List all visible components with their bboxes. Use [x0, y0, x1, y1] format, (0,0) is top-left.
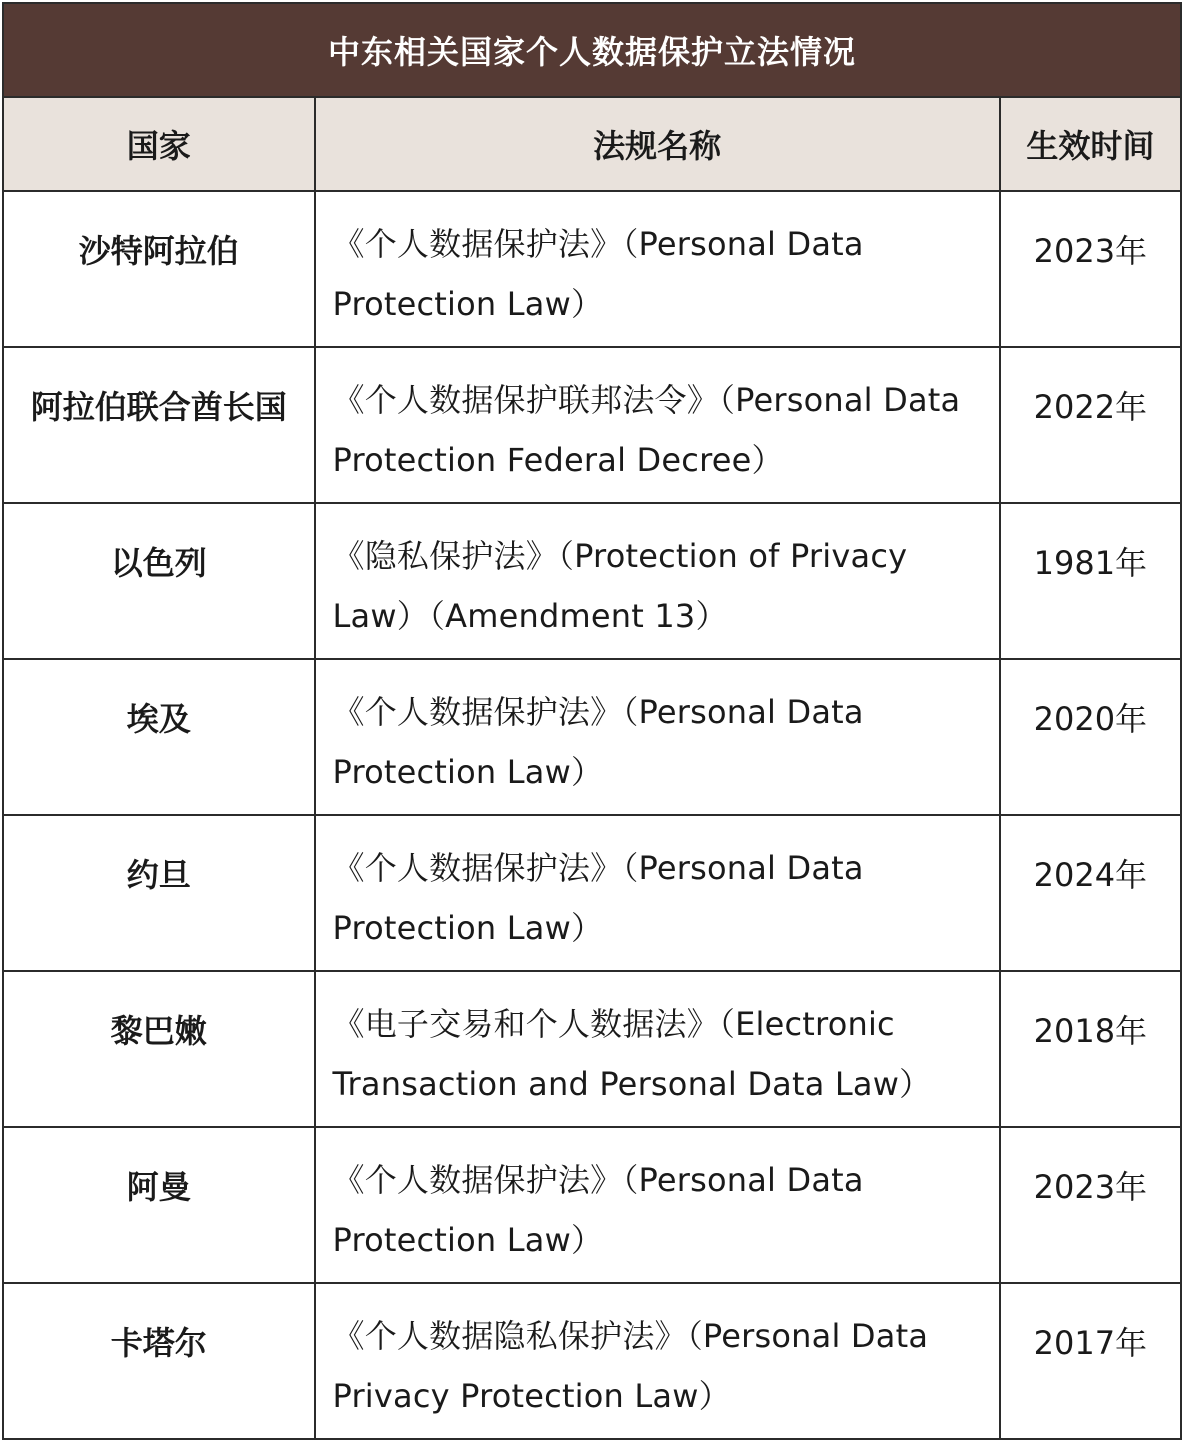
- header-country: 国家: [3, 97, 315, 191]
- country-cell: 阿曼: [3, 1127, 315, 1283]
- country-cell: 卡塔尔: [3, 1283, 315, 1439]
- title-row: [3, 3, 1181, 97]
- date-cell: 2024年: [1000, 815, 1181, 971]
- date-cell: 2017年: [1000, 1283, 1181, 1439]
- legislation-table: [2, 2, 1182, 1440]
- law-cell: 《个人数据保护法》（Personal Data Protection Law）: [315, 1127, 1000, 1283]
- table-row: [3, 503, 1181, 659]
- law-cell: 《个人数据隐私保护法》（Personal Data Privacy Protection Law）: [315, 1283, 1000, 1439]
- law-cell: 《个人数据保护联邦法令》（Personal Data Protection Federal Decree）: [315, 347, 1000, 503]
- law-cell: 《个人数据保护法》（Personal Data Protection Law）: [315, 191, 1000, 347]
- date-cell: 2022年: [1000, 347, 1181, 503]
- table-row: [3, 1127, 1181, 1283]
- date-cell: 2018年: [1000, 971, 1181, 1127]
- law-cell: 《隐私保护法》（Protection of Privacy Law）（Amendment 13）: [315, 503, 1000, 659]
- country-cell: 沙特阿拉伯: [3, 191, 315, 347]
- country-cell: 约旦: [3, 815, 315, 971]
- law-cell: 《电子交易和个人数据法》（Electronic Transaction and Personal Data Law）: [315, 971, 1000, 1127]
- country-cell: 埃及: [3, 659, 315, 815]
- header-law: 法规名称: [315, 97, 1000, 191]
- country-cell: 以色列: [3, 503, 315, 659]
- country-cell: 阿拉伯联合酋长国: [3, 347, 315, 503]
- date-cell: 2023年: [1000, 1127, 1181, 1283]
- law-cell: 《个人数据保护法》（Personal Data Protection Law）: [315, 815, 1000, 971]
- country-cell: 黎巴嫩: [3, 971, 315, 1127]
- table-row: [3, 659, 1181, 815]
- table-title: 中东相关国家个人数据保护立法情况: [3, 3, 1181, 97]
- date-cell: 2023年: [1000, 191, 1181, 347]
- table-row: [3, 971, 1181, 1127]
- header-row: [3, 97, 1181, 191]
- date-cell: 1981年: [1000, 503, 1181, 659]
- table-row: [3, 1283, 1181, 1439]
- legislation-table-container: [2, 2, 1182, 1428]
- table-row: [3, 815, 1181, 971]
- law-cell: 《个人数据保护法》（Personal Data Protection Law）: [315, 659, 1000, 815]
- table-row: [3, 347, 1181, 503]
- date-cell: 2020年: [1000, 659, 1181, 815]
- table-row: [3, 191, 1181, 347]
- header-date: 生效时间: [1000, 97, 1181, 191]
